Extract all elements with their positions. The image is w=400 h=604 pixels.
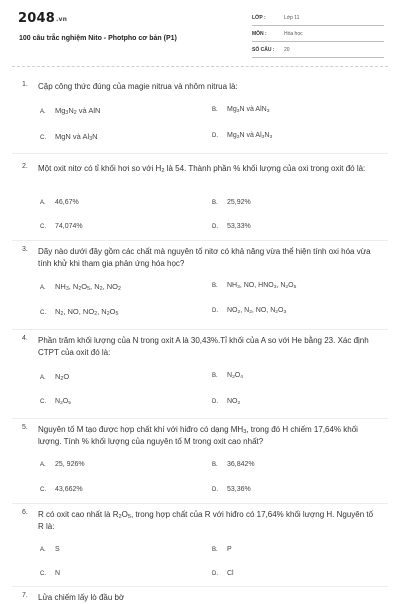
option-letter: B.	[212, 547, 218, 553]
option-text: 25, 926%	[55, 461, 85, 468]
option-letter: C.	[40, 224, 46, 230]
option-b[interactable]: B. $NH_3$, NO, $HNO_3$, $N_2O_5$	[212, 282, 297, 290]
option-b[interactable]: B. $N_2O_4$	[212, 372, 243, 380]
option-letter: D.	[212, 308, 218, 314]
option-c[interactable]: C. MgN và $Al_3N$	[40, 132, 98, 143]
option-text: 36,842%	[227, 461, 255, 468]
question-divider	[12, 153, 388, 154]
logo-text: 2048	[18, 11, 55, 26]
question-number: 1.	[22, 81, 28, 88]
option-text: 74,074%	[55, 223, 83, 230]
question-divider	[12, 418, 388, 419]
meta-label: SỐ CÂU :	[252, 47, 275, 53]
question-number: 5.	[22, 424, 28, 431]
document-title: 100 câu trắc nghiệm Nito - Photpho cơ bản (P1)	[19, 35, 177, 42]
option-d[interactable]	[212, 223, 251, 230]
option-text: Cl	[227, 570, 234, 577]
option-letter: B.	[212, 107, 218, 113]
option-c[interactable]	[40, 570, 60, 577]
option-text: 43,662%	[55, 486, 83, 493]
option-letter: A.	[40, 109, 46, 115]
option-letter: A.	[40, 285, 46, 291]
option-c[interactable]: C. $N_2O_5$	[40, 398, 71, 406]
option-d[interactable]	[212, 486, 251, 493]
question-text: Một oxit nitơ có tỉ khối hơi so với $H_2$ là 54. Thành phần % khối lượng của oxi trong oxit đó là:	[38, 164, 366, 175]
meta-value: Hóa học	[284, 31, 303, 37]
option-b[interactable]	[212, 546, 232, 553]
option-d[interactable]	[212, 570, 234, 577]
option-a[interactable]	[40, 546, 60, 553]
option-a[interactable]	[40, 461, 85, 468]
option-text: 25,92%	[227, 199, 251, 206]
question-number: 3.	[22, 246, 28, 253]
option-b[interactable]: B. $Mg_3N$ và AlN$_3$	[212, 106, 270, 114]
option-letter: D.	[212, 399, 218, 405]
option-d[interactable]: D. $Mg_3N$ và $Al_3N_3$	[212, 132, 273, 140]
option-letter: B.	[212, 462, 218, 468]
option-letter: C.	[40, 571, 46, 577]
question-number: 2.	[22, 163, 28, 170]
option-letter: A.	[40, 462, 46, 468]
question-text: Dãy nào dưới đây gồm các chất mà nguyên tố nitơ có khả năng vừa thể hiện tính oxi hóa vừa tính khử khi tham gia phản ứng hóa học?	[38, 247, 371, 268]
option-b[interactable]	[212, 199, 251, 206]
option-letter: B.	[212, 283, 218, 289]
option-a[interactable]	[40, 199, 79, 206]
option-d[interactable]: D. $NO_2$	[212, 398, 241, 406]
question-number: 7.	[22, 592, 28, 599]
question-text: Phần trăm khối lượng của N trong oxit A là 30,43%.Tỉ khối của A so với He bằng 23. Xác định CTPT của oxit đó là:	[38, 336, 369, 357]
option-letter: D.	[212, 487, 218, 493]
option-letter: D.	[212, 571, 218, 577]
option-letter: C.	[40, 399, 46, 405]
option-text: 46,67%	[55, 199, 79, 206]
question-divider	[12, 503, 388, 504]
option-letter: A.	[40, 375, 46, 381]
option-text: P	[227, 546, 232, 553]
option-letter: D.	[212, 133, 218, 139]
option-letter: A.	[40, 200, 46, 206]
option-letter: C.	[40, 487, 46, 493]
option-a[interactable]: A. $NH_3$, $N_2O_5$, $N_2$, $NO_2$	[40, 282, 121, 293]
option-letter: B.	[212, 200, 218, 206]
meta-value: Lớp 11	[284, 15, 300, 21]
option-letter: C.	[40, 310, 46, 316]
question-text: Lửa chiếm lấy lò đầu bờ	[38, 593, 125, 602]
option-text: S	[55, 546, 60, 553]
option-letter: A.	[40, 547, 46, 553]
question-number: 6.	[22, 509, 28, 516]
meta-label: LỚP :	[252, 15, 266, 21]
option-letter: B.	[212, 373, 218, 379]
question-divider	[12, 586, 388, 587]
option-letter: C.	[40, 135, 46, 141]
option-text: 53,36%	[227, 486, 251, 493]
meta-label: MÔN :	[252, 31, 267, 37]
question-text: R có oxit cao nhất là $R_2O_5$, trong hợp chất của R với hiđro có 17,64% khối lượng H. Nguyên tố R là:	[38, 510, 374, 531]
question-number: 4.	[22, 335, 28, 342]
logo-suffix: .vn	[55, 16, 68, 23]
option-c[interactable]	[40, 223, 83, 230]
option-c[interactable]	[40, 486, 83, 493]
option-b[interactable]	[212, 461, 255, 468]
option-d[interactable]: D. $NO_2$, $N_2$, NO, $N_2O_3$	[212, 307, 287, 315]
question-divider	[12, 240, 388, 241]
meta-value: 20	[284, 47, 290, 53]
option-letter: D.	[212, 224, 218, 230]
option-a[interactable]: A. $N_2O$	[40, 372, 70, 383]
question-divider	[12, 329, 388, 330]
option-text: N	[55, 570, 61, 577]
option-a[interactable]: A. $Mg_3N_2$ và AlN	[40, 106, 101, 117]
question-text: Nguyên tố M tạo được hợp chất khí với hiđro có dạng $MH_3$, trong đó H chiếm 17,64% khối lượng. Tính % khối lượng của nguyên tố M trong oxit cao nhất?	[38, 425, 358, 446]
option-text: 53,33%	[227, 223, 251, 230]
option-c[interactable]: C. $N_2$, NO, $NO_2$, $N_2O_5$	[40, 307, 119, 318]
question-text: Cặp công thức đúng của magie nitrua và nhôm nitrua là:	[38, 82, 238, 91]
